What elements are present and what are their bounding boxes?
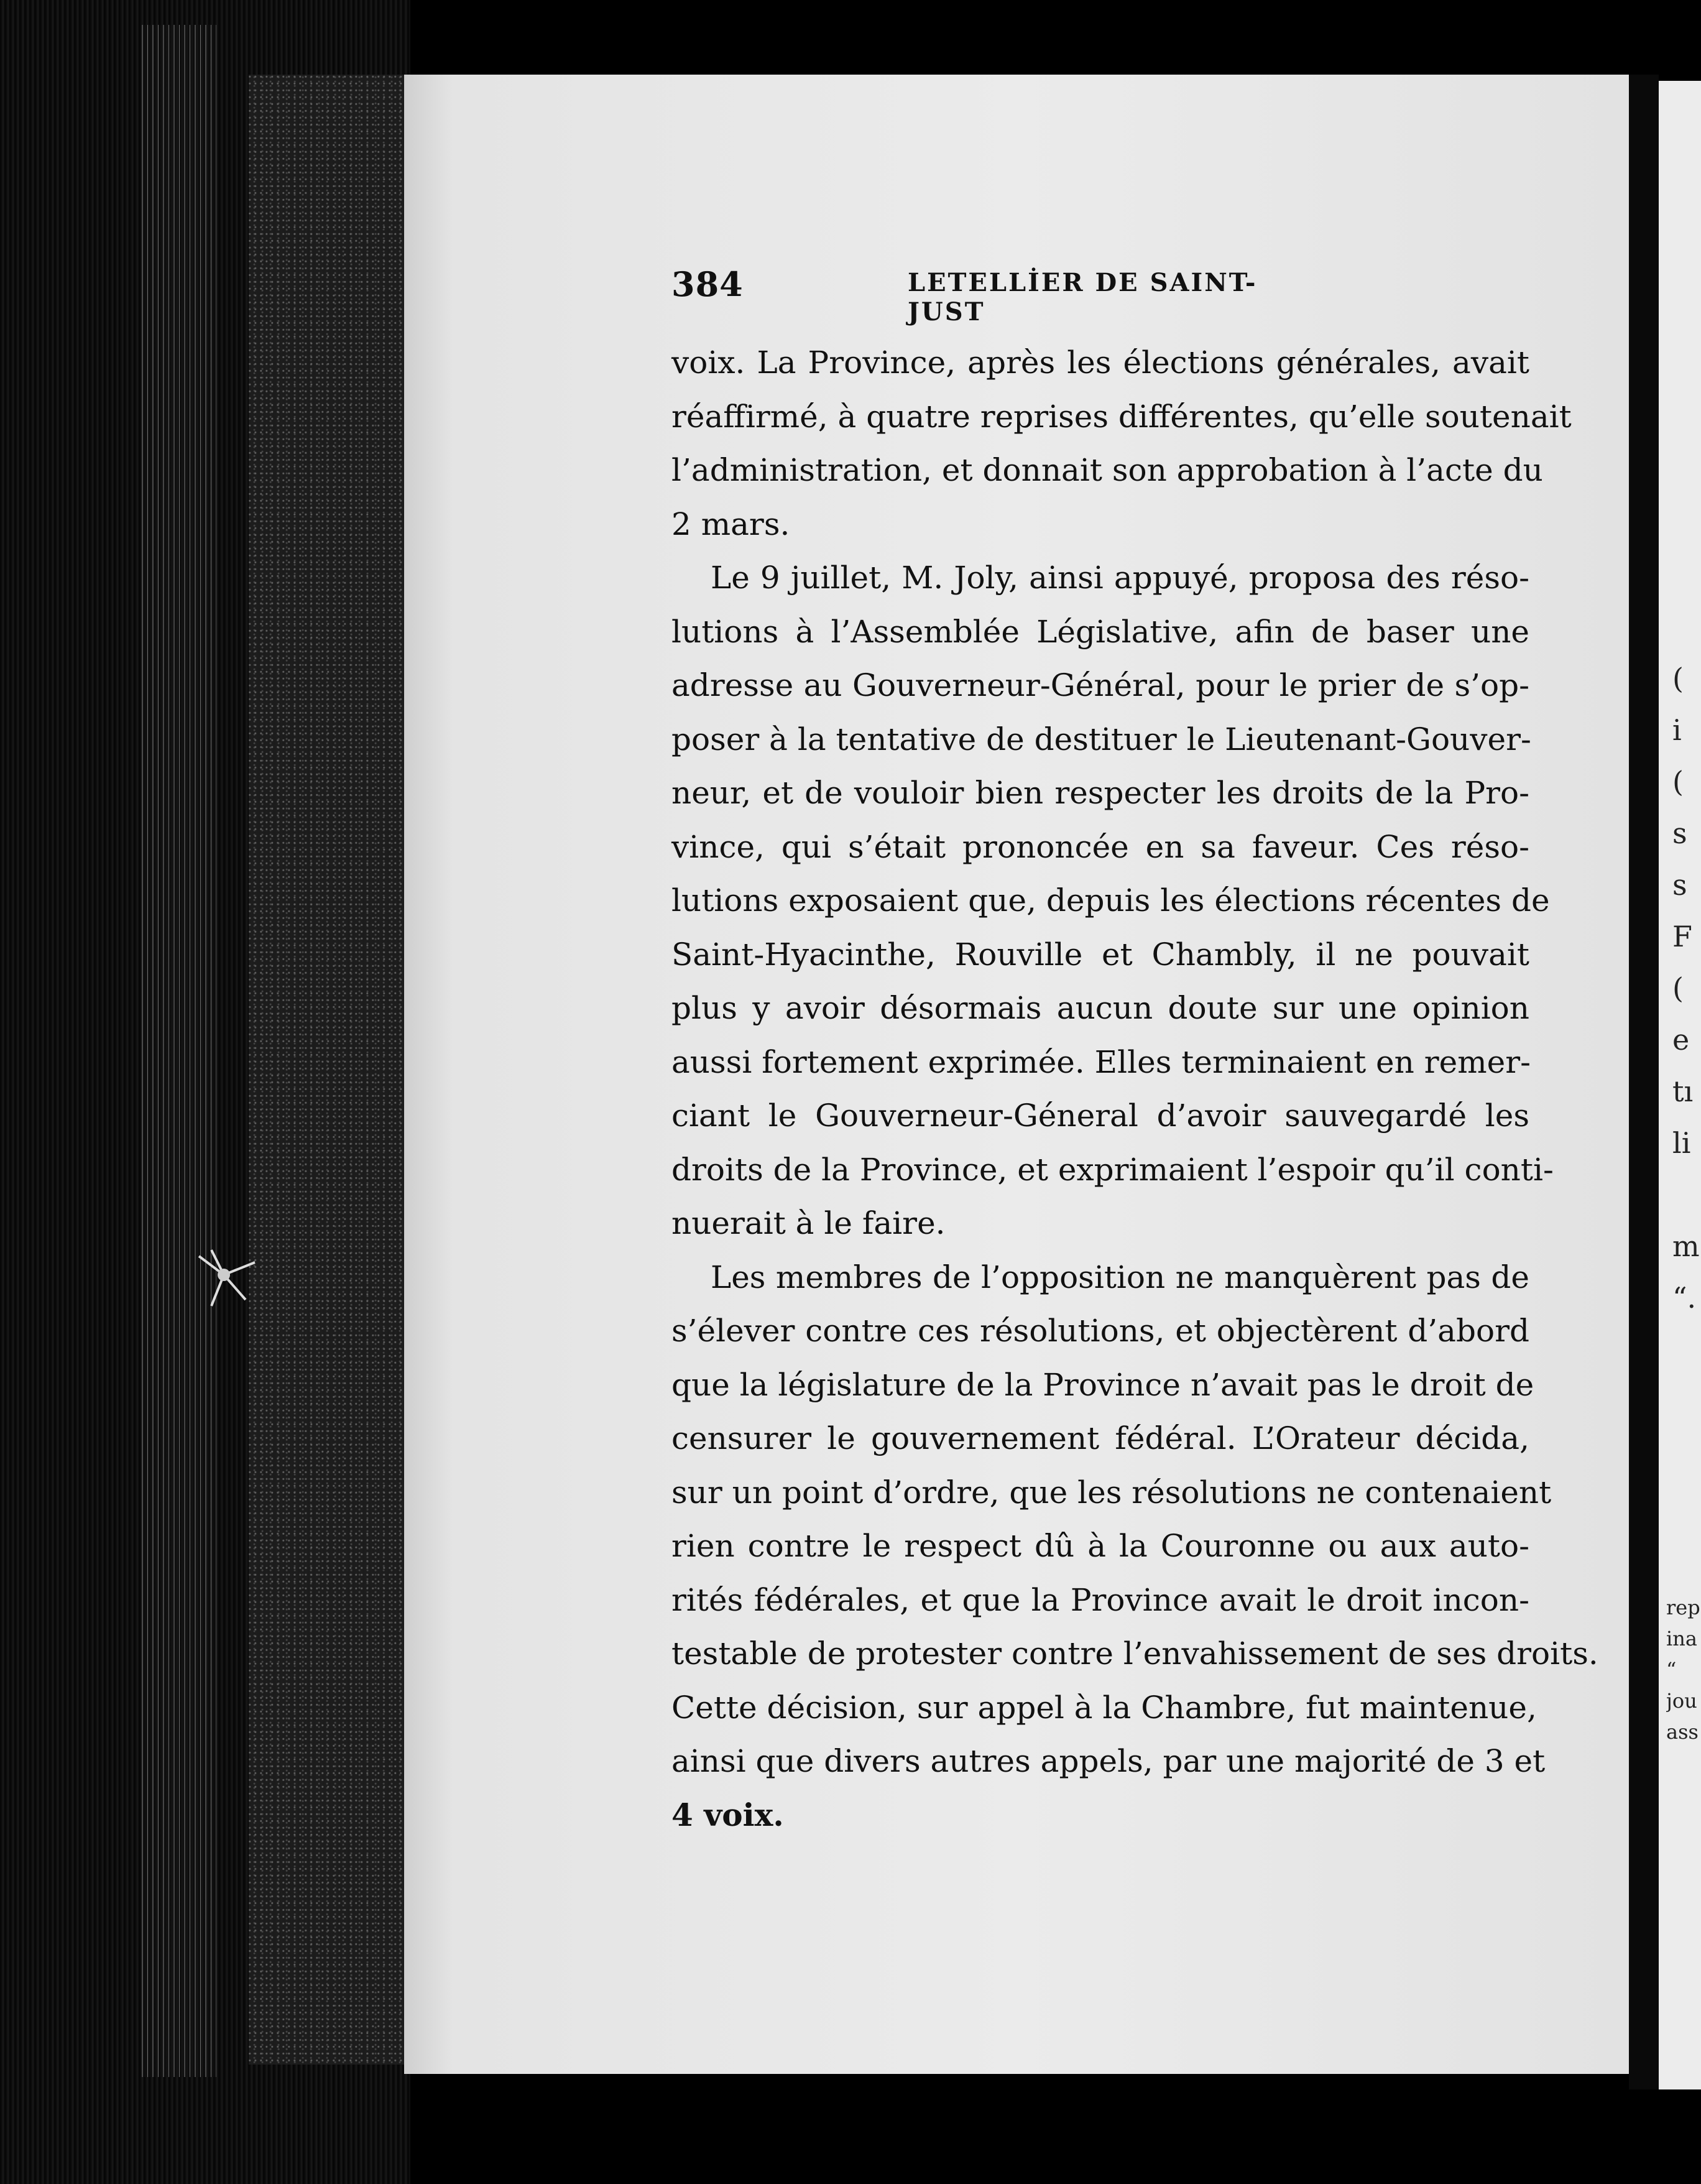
text-line: sur un point d’ordre, que les résolutions ne contenaient [671,1474,1552,1511]
body-text [671,336,1598,1842]
text-line: voix. La Province, après les élections générales, avait [671,345,1529,381]
text-line: droits de la Province, et exprimaient l’espoir qu’il conti- [671,1151,1554,1188]
paragraph [671,336,1572,551]
adjacent-glyph: ( [1672,662,1684,695]
text-line: adresse au Gouverneur-Général, pour le prier de s’op- [671,667,1529,703]
text-line: vince, qui s’était prononcée en sa faveur. Ces réso- [671,828,1529,865]
adjacent-small-glyph: ina [1666,1627,1697,1650]
adjacent-glyph: s [1672,817,1687,850]
text-line: ciant le Gouverneur-Géneral d’avoir sauvegardé les [671,1098,1529,1134]
paragraph [671,1251,1598,1843]
text-line: 4 voix. [671,1796,784,1833]
text-line: lutions exposaient que, depuis les élections récentes de [671,882,1550,918]
text-line: Cette décision, sur appel à la Chambre, fut maintenue, [671,1689,1537,1726]
text-line: Le 9 juillet, M. Joly, ainsi appuyé, proposa des réso- [711,560,1529,596]
adjacent-page-footnote-glyphs [1666,1592,1701,1747]
text-line: Saint-Hyacinthe, Rouville et Chambly, il ne pouvait [671,936,1529,973]
adjacent-glyph: i [1672,713,1682,747]
text-line: Les membres de l’opposition ne manquèrent pas de [711,1259,1529,1295]
text-line: rien contre le respect dû à la Couronne ou aux auto- [671,1528,1529,1564]
text-line: nuerait à le faire. [671,1205,946,1241]
text-line: lutions à l’Assemblée Législative, afin de baser une [671,613,1529,650]
text-line: l’administration, et donnait son approbation à l’acte du [671,452,1543,488]
text-line: réaffirmé, à quatre reprises différentes, qu’elle soutenait [671,398,1572,435]
running-head [671,264,1312,326]
paragraph [671,551,1554,1251]
adjacent-small-glyph: jou [1666,1689,1697,1713]
adjacent-glyph [1672,1169,1701,1221]
page-number: 384 [671,264,744,304]
adjacent-glyph: s [1672,868,1687,902]
text-line: ainsi que divers autres appels, par une majorité de 3 et [671,1743,1546,1779]
adjacent-small-glyph: “ [1666,1658,1677,1682]
text-line: 2 mars. [671,506,790,542]
binding-speckle [249,75,410,2065]
adjacent-small-glyph: rep [1666,1596,1700,1619]
binding-edge-lines [142,25,216,2077]
library-stamp-mark [187,1238,267,1318]
text-line: poser à la tentative de destituer le Lieutenant-Gouver- [671,721,1531,757]
adjacent-glyph: tı [1672,1075,1694,1108]
page-gap-shadow [1629,75,1659,2089]
adjacent-glyph: F [1672,920,1692,953]
text-line: s’élever contre ces résolutions, et objectèrent d’abord [671,1313,1529,1349]
adjacent-glyph: m [1672,1229,1700,1263]
text-line: que la législature de la Province n’avait pas le droit de [671,1366,1534,1403]
adjacent-glyph: ( [1672,971,1684,1005]
adjacent-small-glyph: ass [1666,1720,1699,1744]
adjacent-glyph: ( [1672,765,1684,798]
text-line: censurer le gouvernement fédéral. L’Orateur décida, [671,1420,1529,1456]
running-title: LETELLİER DE SAINT-JUST [908,268,1258,326]
text-line: rités fédérales, et que la Province avait le droit incon- [671,1581,1529,1618]
text-line: testable de protester contre l’envahissement de ses droits. [671,1636,1598,1672]
text-line: aussi fortement exprimée. Elles terminaient en remer- [671,1043,1531,1080]
adjacent-glyph: e [1672,1023,1690,1057]
text-line: plus y avoir désormais aucun doute sur une opinion [671,990,1529,1026]
adjacent-glyph: “. [1672,1281,1697,1315]
text-line: neur, et de vouloir bien respecter les droits de la Pro- [671,775,1529,811]
adjacent-glyph: li [1672,1126,1691,1160]
